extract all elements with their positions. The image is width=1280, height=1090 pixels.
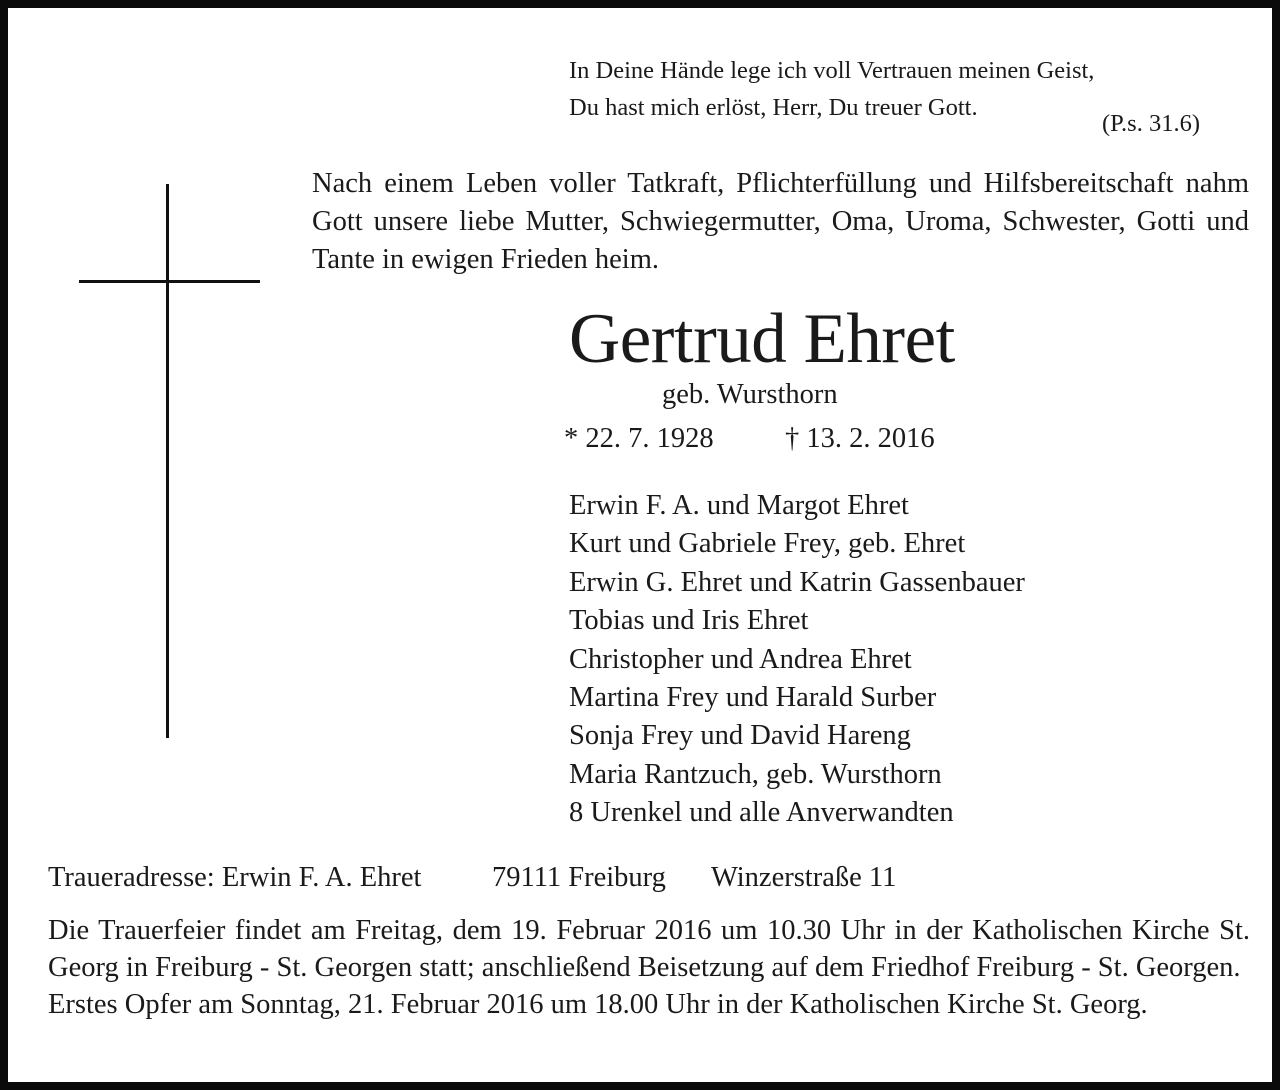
cross-icon-horizontal-bar <box>79 280 260 283</box>
bible-verse <box>569 52 1094 126</box>
list-item: Sonja Frey und David Hareng <box>569 720 911 752</box>
list-item: Maria Rantzuch, geb. Wursthorn <box>569 758 942 790</box>
birth-date: * 22. 7. 1928 <box>564 423 714 454</box>
cross-icon-vertical-bar <box>166 184 169 738</box>
death-date: † 13. 2. 2016 <box>785 423 935 454</box>
list-item: Christopher und Andrea Ehret <box>569 643 912 675</box>
service-info <box>48 912 1250 1023</box>
mourning-address-street: Winzerstraße 11 <box>711 862 897 893</box>
funeral-service-text: Die Trauerfeier findet am Freitag, dem 19. Februar 2016 um 10.30 Uhr in der Katholischen Kirche St. Georg in Freiburg - St. Georgen statt; anschließend Beisetzung auf dem Friedhof Freiburg - St. Georgen. <box>48 915 1250 983</box>
mourning-address-label: Traueradresse: Erwin F. A. Ehret <box>48 862 422 893</box>
intro-text: Nach einem Leben voller Tatkraft, Pflichterfüllung und Hilfsbereitschaft nahm Gott unsere liebe Mutter, Schwiegermutter, Oma, Uroma, Schwester, Gotti und Tante in ewigen Frieden heim. <box>312 168 1249 275</box>
list-item: 8 Urenkel und alle Anverwandten <box>569 797 954 829</box>
mourning-address-city: 79111 Freiburg <box>492 862 666 893</box>
list-item: Erwin F. A. und Margot Ehret <box>569 490 909 521</box>
mourners-list <box>569 487 1025 833</box>
maiden-name: geb. Wursthorn <box>662 379 838 410</box>
list-item: Erwin G. Ehret und Katrin Gassenbauer <box>569 566 1025 598</box>
list-item: Kurt und Gabriele Frey, geb. Ehret <box>569 528 966 560</box>
verse-reference: (P.s. 31.6) <box>1101 110 1200 137</box>
deceased-name: Gertrud Ehret <box>569 300 955 378</box>
verse-line-1: In Deine Hände lege ich voll Vertrauen meinen Geist, <box>569 57 1095 84</box>
verse-line-2: Du hast mich erlöst, Herr, Du treuer Gott. <box>569 94 978 121</box>
list-item: Tobias und Iris Ehret <box>569 605 809 637</box>
list-item: Martina Frey und Harald Surber <box>569 682 937 714</box>
memorial-mass-text: Erstes Opfer am Sonntag, 21. Februar 2016 um 18.00 Uhr in der Katholischen Kirche St. Georg. <box>48 989 1148 1020</box>
